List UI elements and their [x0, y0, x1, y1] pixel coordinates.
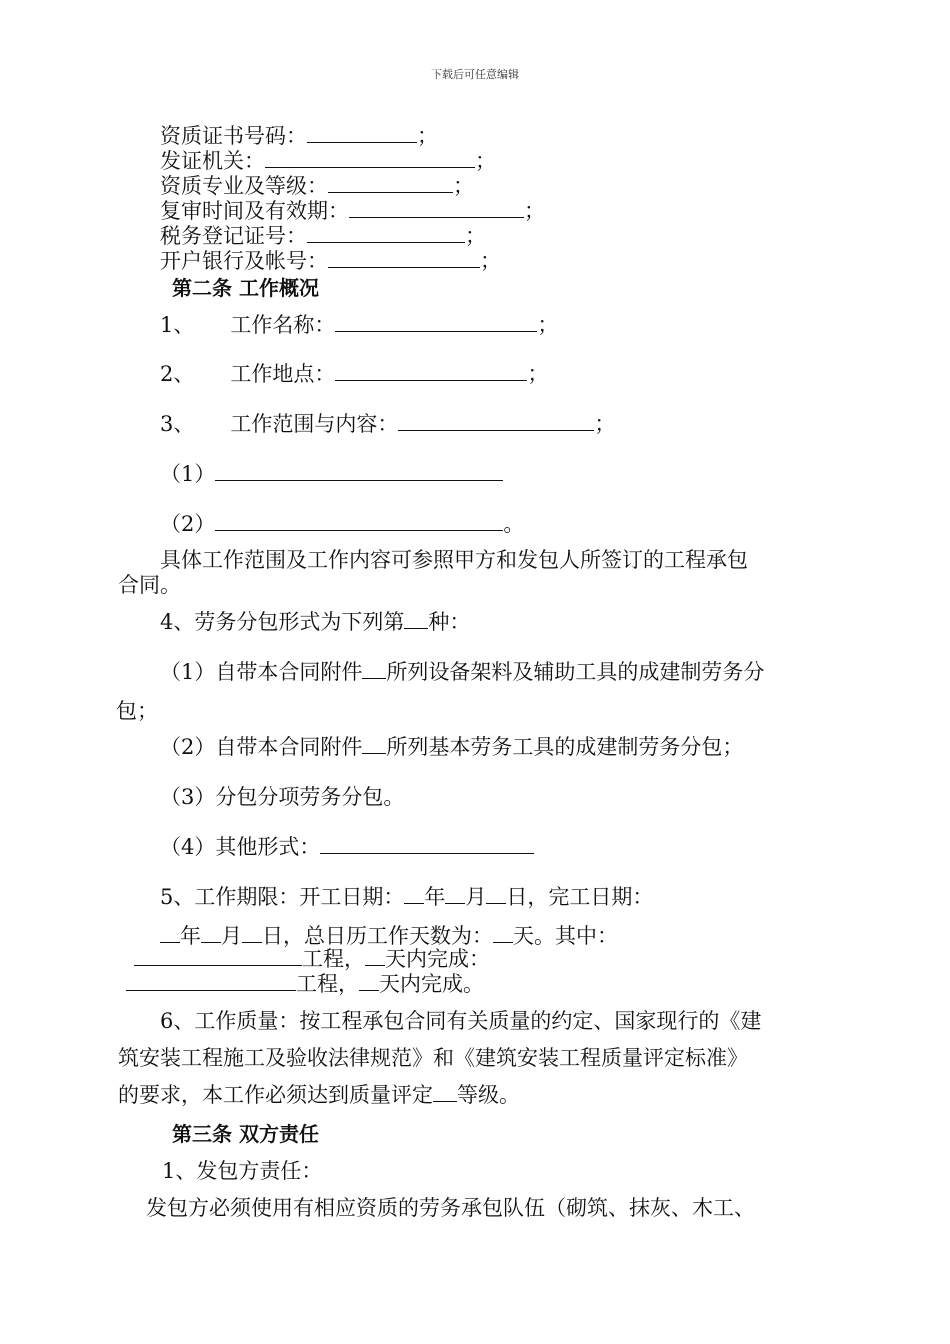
semicolon: ； [524, 199, 545, 223]
tax-label: 税务登记证号： [160, 224, 307, 248]
grade-blank[interactable] [328, 174, 453, 193]
form-option-3: （3）分包分项劳务分包。 [160, 785, 405, 809]
scope-paragraph-line-1: 具体工作范围及工作内容可参照甲方和发包人所签订的工程承包 [160, 548, 748, 572]
review-label: 复审时间及有效期： [160, 199, 349, 223]
scope-sub-1-blank[interactable] [215, 462, 503, 481]
quality-line-3 [118, 1083, 520, 1107]
bank-label: 开户银行及帐号： [160, 249, 328, 273]
tax-blank[interactable] [307, 224, 465, 243]
form-option-1 [160, 660, 764, 684]
sub-work-1 [134, 947, 490, 971]
sub-work-2-blank[interactable] [126, 972, 296, 991]
start-year-blank[interactable] [404, 885, 424, 904]
form-option-1-text: 所列设备架料及辅助工具的成建制劳务分 [386, 660, 765, 684]
quality-line-1: 6、工作质量：按工程承包合同有关质量的约定、国家现行的《建 [160, 1009, 762, 1033]
cert-number-line [160, 124, 438, 148]
form-option-4-blank[interactable] [320, 835, 534, 854]
start-month-blank[interactable] [445, 885, 465, 904]
semicolon: ； [527, 362, 549, 386]
scope-sub-1 [160, 462, 503, 486]
issuer-label: 发证机关： [160, 149, 265, 173]
bank-blank[interactable] [328, 249, 480, 268]
work-scope-line [160, 412, 615, 436]
form-label: 4、劳务分包形式为下列第 [160, 610, 405, 634]
sub-work-2-end: 天内完成。 [379, 972, 484, 996]
year-label: 年 [424, 885, 446, 909]
sub-work-2 [126, 972, 484, 996]
month-label: 月 [465, 885, 487, 909]
quality-grade-blank[interactable] [433, 1083, 457, 1102]
sub-work-1-days-blank[interactable] [365, 947, 385, 966]
quality-line-2: 筑安装工程施工及验收法律规范》和《建筑安装工程质量评定标准》 [118, 1046, 748, 1070]
tax-line [160, 224, 486, 248]
semicolon: ； [594, 412, 616, 436]
semicolon: ； [537, 313, 559, 337]
end-day-blank[interactable] [242, 924, 262, 943]
work-name-label: 工作名称： [230, 313, 336, 337]
employer-duty-line-1: 发包方必须使用有相应资质的劳务承包队伍（砌筑、抹灰、木工、 [146, 1196, 755, 1220]
page-header: 下载后可任意编辑 [431, 68, 519, 81]
issuer-blank[interactable] [265, 149, 475, 168]
form-option-2-text: 所列基本劳务工具的成建制劳务分包； [386, 735, 744, 759]
form-option-1-cont: 包； [116, 699, 158, 723]
item-number: 1、 [160, 313, 195, 337]
review-line [160, 199, 545, 223]
employer-duty-heading: 1、发包方责任： [162, 1159, 323, 1183]
sub-number: （1） [160, 462, 216, 486]
form-label-end: 种： [428, 610, 471, 634]
semicolon: ； [453, 174, 474, 198]
total-days-blank[interactable] [493, 924, 513, 943]
semicolon: ； [465, 224, 486, 248]
day-label: 日，完工日期： [506, 885, 654, 909]
grade-line [160, 174, 474, 198]
cert-number-blank[interactable] [307, 124, 417, 143]
work-name-line [160, 313, 558, 337]
article-3-title: 第三条 双方责任 [172, 1122, 319, 1146]
article-2-title: 第二条 工作概况 [172, 276, 319, 300]
bank-line [160, 249, 501, 273]
issuer-line [160, 149, 496, 173]
form-option-1-blank[interactable] [362, 660, 386, 679]
end-year-blank[interactable] [160, 924, 180, 943]
form-option-1-label: （1）自带本合同附件 [160, 660, 363, 684]
cert-number-label: 资质证书号码： [160, 124, 307, 148]
form-option-2-label: （2）自带本合同附件 [160, 735, 363, 759]
form-option-2 [160, 735, 743, 759]
form-option-4 [160, 835, 534, 859]
sub-work-1-end: 天内完成： [385, 947, 490, 971]
total-days-label: 日，总日历工作天数为： [262, 924, 493, 948]
work-location-label: 工作地点： [230, 362, 336, 386]
work-scope-label: 工作范围与内容： [230, 412, 399, 436]
end-month-blank[interactable] [201, 924, 221, 943]
grade-label: 资质专业及等级： [160, 174, 328, 198]
work-location-blank[interactable] [335, 362, 527, 381]
form-choice-blank[interactable] [404, 610, 428, 629]
work-term-line-2 [160, 924, 618, 948]
year-label: 年 [180, 924, 201, 948]
quality-label-end: 等级。 [457, 1083, 520, 1107]
item-number: 2、 [160, 362, 195, 386]
work-term-line [160, 885, 653, 909]
quality-label: 的要求，本工作必须达到质量评定 [118, 1083, 433, 1107]
semicolon: ； [417, 124, 438, 148]
start-day-blank[interactable] [486, 885, 506, 904]
semicolon: ； [475, 149, 496, 173]
scope-sub-2 [160, 512, 524, 536]
sub-work-2-days-blank[interactable] [359, 972, 379, 991]
semicolon: ； [480, 249, 501, 273]
sub-number: （2） [160, 512, 216, 536]
period: 。 [503, 512, 525, 536]
subcontract-form-line [160, 610, 470, 634]
form-option-4-label: （4）其他形式： [160, 835, 321, 859]
work-location-line [160, 362, 548, 386]
sub-work-2-label: 工程， [296, 972, 359, 996]
work-term-label: 5、工作期限：开工日期： [160, 885, 405, 909]
scope-paragraph-line-2: 合同。 [118, 573, 181, 597]
days-end-label: 天。其中： [513, 924, 618, 948]
sub-work-1-label: 工程， [302, 947, 365, 971]
item-number: 3、 [160, 412, 195, 436]
sub-work-1-blank[interactable] [134, 947, 302, 966]
review-blank[interactable] [349, 199, 524, 218]
work-scope-blank[interactable] [398, 412, 594, 431]
work-name-blank[interactable] [335, 313, 537, 332]
form-option-2-blank[interactable] [362, 735, 386, 754]
month-label: 月 [221, 924, 242, 948]
scope-sub-2-blank[interactable] [215, 512, 503, 531]
